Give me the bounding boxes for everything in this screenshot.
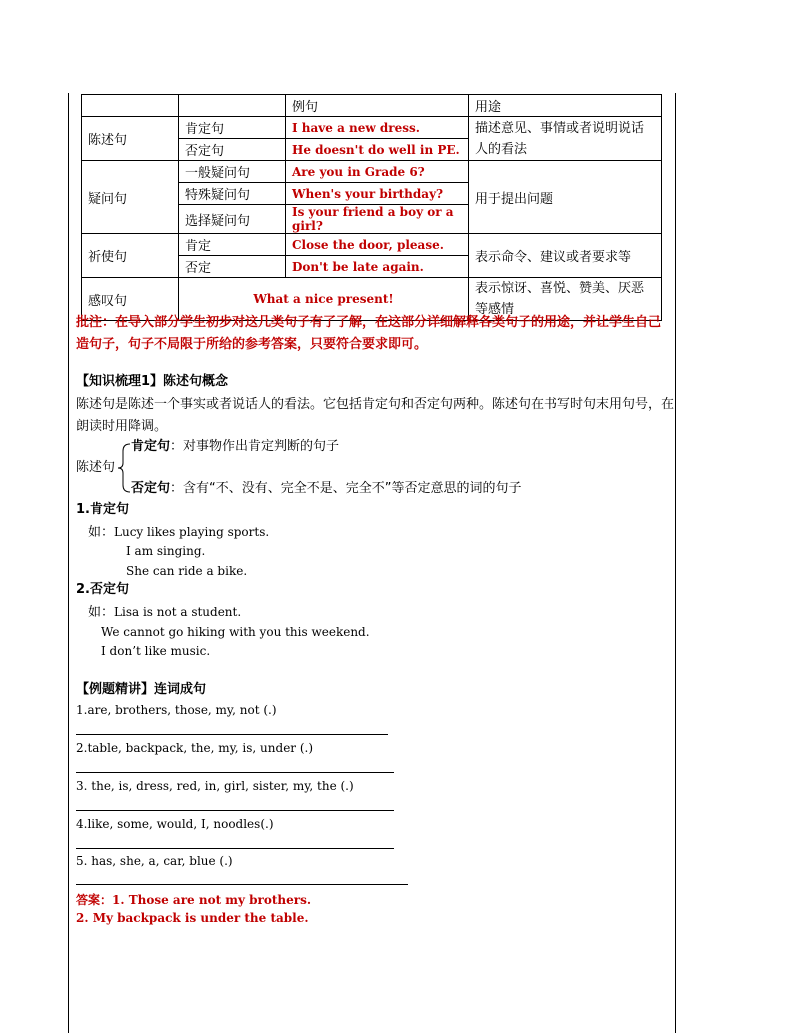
subtype-cell: 否定: [179, 256, 286, 278]
table-header-example: 例句: [286, 95, 469, 117]
affirmative-example-line: [88, 522, 269, 543]
example-cell: Don't be late again.: [286, 256, 469, 278]
use-cell: 表示惊讶、喜悦、赞美、厌恶等感情: [469, 278, 662, 321]
use-cell: 描述意见、事情或者说明说话人的看法: [469, 117, 662, 161]
answer-line: [76, 848, 394, 849]
example-sentence: She can ride a bike.: [126, 564, 248, 578]
use-cell: 用于提出问题: [469, 161, 662, 234]
affirmative-definition: [131, 437, 339, 457]
type-exclamatory: 感叹句: [82, 278, 179, 321]
table-row: [82, 117, 662, 139]
example-sentence: I am singing.: [126, 544, 206, 558]
answer-1: 答案：1. Those are not my brothers.: [76, 893, 312, 907]
subtype-cell: 肯定句: [179, 117, 286, 139]
use-cell: 表示命令、建议或者要求等: [469, 234, 662, 278]
negative-desc: ：含有“不、没有、完全不是、完全不”等否定意思的词的句子: [170, 481, 522, 496]
table-header-use: 用途: [469, 95, 662, 117]
subtype-cell: 特殊疑问句: [179, 183, 286, 205]
affirmative-desc: ：对事物作出肯定判断的句子: [170, 439, 340, 454]
negative-heading: 2.否定句: [76, 582, 129, 597]
brace-label: 陈述句: [76, 460, 116, 475]
exercise-item: 3. the, is, dress, red, in, girl, sister, my, the (.): [76, 779, 354, 793]
example-cell: He doesn't do well in PE.: [286, 139, 469, 161]
example-cell: Are you in Grade 6?: [286, 161, 469, 183]
example-cell: I have a new dress.: [286, 117, 469, 139]
type-interrogative: 疑问句: [82, 161, 179, 234]
table-header-cell: [179, 95, 286, 117]
sentence-types-table: [81, 94, 662, 321]
subtype-cell: 否定句: [179, 139, 286, 161]
exercise-item: 4.like, some, would, I, noodles(.): [76, 817, 274, 831]
table-row: [82, 161, 662, 183]
answer-line: [76, 734, 388, 735]
exercise-item: 2.table, backpack, the, my, is, under (.): [76, 741, 314, 755]
brace-icon: [117, 443, 131, 493]
negative-example-line: [88, 602, 241, 623]
negative-definition: [131, 479, 522, 499]
answer-2: 2. My backpack is under the table.: [76, 911, 309, 925]
example-cell: When's your birthday?: [286, 183, 469, 205]
negative-label: 否定句: [131, 481, 171, 496]
example-cell: Is your friend a boy or a girl?: [286, 205, 469, 234]
affirmative-label: 肯定句: [131, 439, 171, 454]
table-row: [82, 234, 662, 256]
subtype-cell: 肯定: [179, 234, 286, 256]
example-cell: What a nice present!: [179, 278, 469, 321]
example-sentence: Lucy likes playing sports.: [114, 525, 270, 539]
answer-line: [76, 884, 408, 885]
subtype-cell: 选择疑问句: [179, 205, 286, 234]
knowledge-paragraph: 陈述句是陈述一个事实或者说话人的看法。它包括肯定句和否定句两种。陈述句在书写时句末用句号，在朗读时用降调。: [76, 397, 675, 434]
example-prefix: 如：: [88, 605, 115, 620]
subtype-cell: 一般疑问句: [179, 161, 286, 183]
affirmative-heading: 1.肯定句: [76, 502, 129, 517]
example-cell: Close the door, please.: [286, 234, 469, 256]
teacher-note: 批注：在导入部分学生初步对这几类句子有了了解，在这部分详细解释各类句子的用途，并让学生自己造句子，句子不局限于所给的参考答案，只要符合要求即可。: [76, 315, 662, 352]
type-declarative: 陈述句: [82, 117, 179, 161]
knowledge-title: 【知识梳理1】陈述句概念: [76, 374, 229, 389]
table-header-row: [82, 95, 662, 117]
table-header-cell: [82, 95, 179, 117]
example-prefix: 如：: [88, 525, 115, 540]
example-sentence: We cannot go hiking with you this weekend.: [101, 625, 370, 639]
answer-line: [76, 772, 394, 773]
exercise-title: 【例题精讲】连词成句: [76, 682, 207, 697]
exercise-item: 5. has, she, a, car, blue (.): [76, 854, 233, 868]
example-sentence: I don’t like music.: [101, 644, 211, 658]
example-sentence: Lisa is not a student.: [114, 605, 242, 619]
exercise-item: 1.are, brothers, those, my, not (.): [76, 703, 277, 717]
type-imperative: 祈使句: [82, 234, 179, 278]
answer-line: [76, 810, 394, 811]
